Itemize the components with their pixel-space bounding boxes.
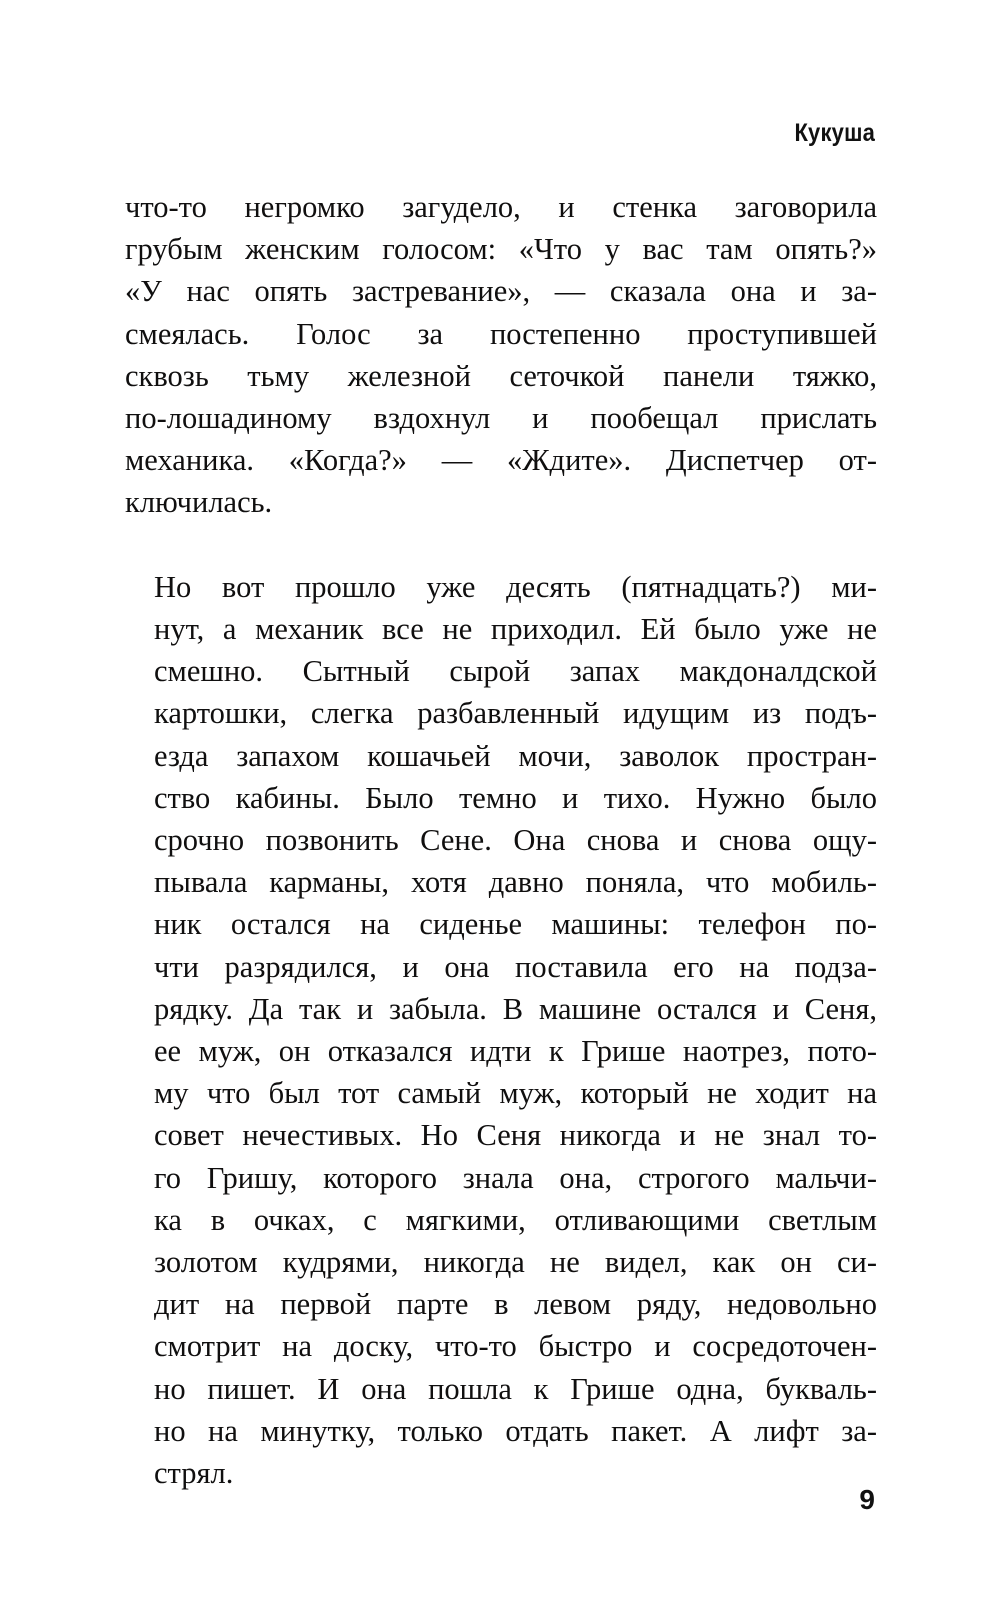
body-text-block (125, 186, 877, 1537)
text-line: смешно. Сытный сырой запах макдоналдской (154, 654, 877, 689)
text-line: «У нас опять застревание», — сказала она и за- (125, 274, 877, 309)
text-line: срочно позвонить Сене. Она снова и снова ощу- (154, 823, 877, 858)
text-line: ее муж, он отказался идти к Грише наотрез, пото- (154, 1034, 877, 1069)
text-line: механика. «Когда?» — «Ждите». Диспетчер от- (125, 443, 877, 478)
text-line: дит на первой парте в левом ряду, недовольно (154, 1287, 877, 1322)
text-line: стрял. (154, 1456, 234, 1491)
text-line: езда запахом кошачьей мочи, заволок простран- (154, 738, 877, 773)
text-line: грубым женским голосом: «Что у вас там опять?» (125, 232, 877, 267)
text-line: ство кабины. Было темно и тихо. Нужно было (154, 780, 877, 815)
text-line: сквозь тьму железной сеточкой панели тяжко, (125, 358, 877, 393)
text-line: Но вот прошло уже десять (пятнадцать?) ми- (154, 569, 877, 604)
text-line: что-то негромко загудело, и стенка заговорила (125, 190, 877, 224)
text-line: му что был тот самый муж, который не ходит на (154, 1076, 877, 1111)
text-line: золотом кудрями, никогда не видел, как он си- (154, 1245, 877, 1280)
text-line: по-лошадиному вздохнул и пообещал прислать (125, 401, 877, 436)
paragraph (125, 566, 877, 1537)
text-line: но пишет. И она пошла к Грише одна, букваль- (154, 1371, 877, 1406)
paragraph (125, 186, 877, 566)
text-line: смеялась. Голос за постепенно проступившей (125, 316, 877, 351)
running-header-title: Кукуша (794, 119, 875, 147)
text-line: нут, а механик все не приходил. Ей было уже не (154, 612, 877, 647)
text-line: го Гришу, которого знала она, строгого мальчи- (154, 1160, 877, 1195)
text-line: совет нечестивых. Но Сеня никогда и не знал то- (154, 1118, 877, 1153)
text-line: смотрит на доску, что-то быстро и сосредоточен- (154, 1329, 877, 1364)
text-line: ключилась. (125, 485, 273, 520)
text-line: ник остался на сиденье машины: телефон по- (154, 907, 877, 942)
text-line: ка в очках, с мягкими, отливающими светлым (154, 1202, 877, 1237)
text-line: рядку. Да так и забыла. В машине остался и Сеня, (154, 991, 877, 1026)
text-line: чти разрядился, и она поставила его на подза- (154, 949, 877, 984)
text-line: картошки, слегка разбавленный идущим из подъ- (154, 696, 877, 731)
text-line: пывала карманы, хотя давно поняла, что мобиль- (154, 865, 877, 900)
page-number: 9 (859, 1484, 875, 1515)
text-line: но на минутку, только отдать пакет. А лифт за- (154, 1413, 877, 1448)
